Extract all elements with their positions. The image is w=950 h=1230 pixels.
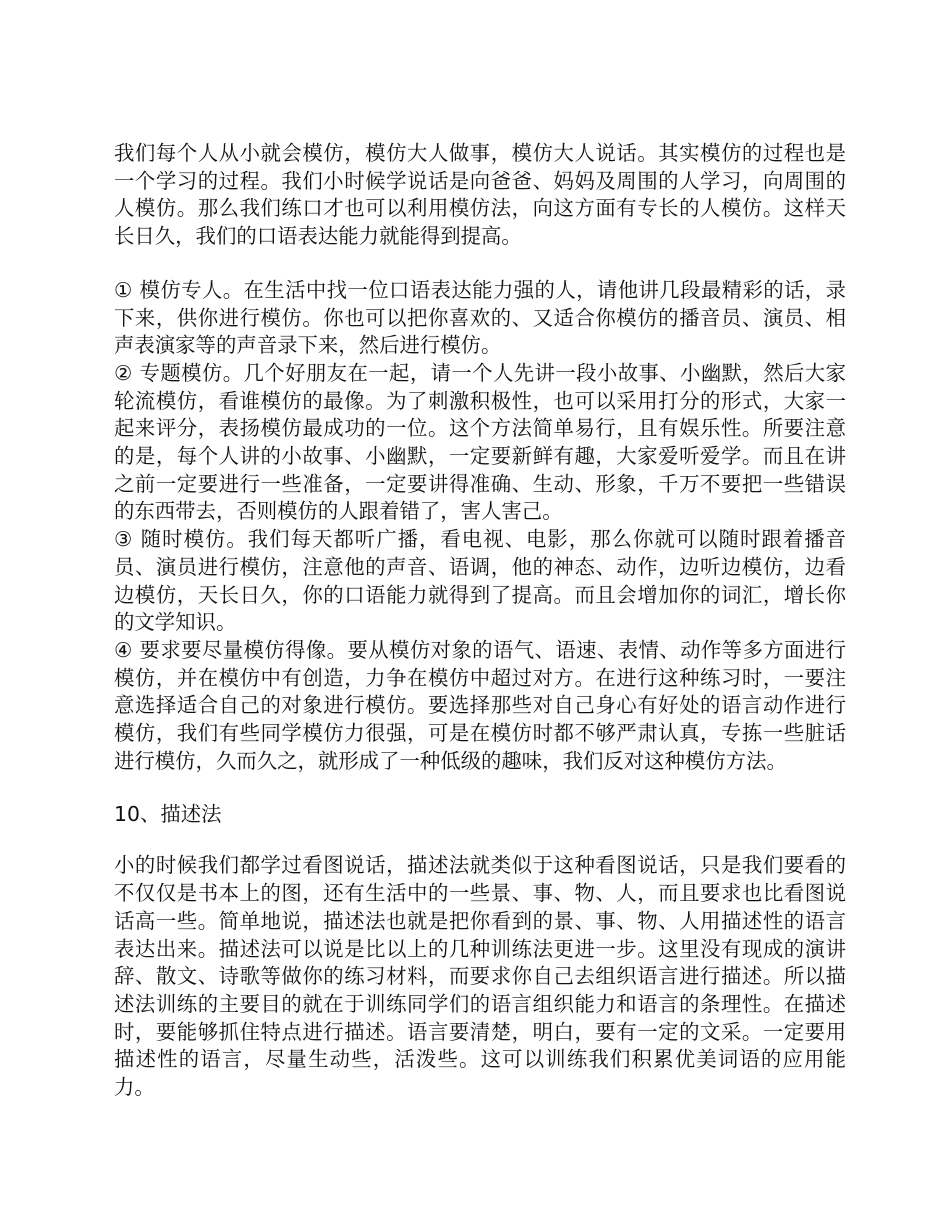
paragraph-spacer (114, 251, 846, 277)
list-item-imitate-closely: ④ 要求要尽量模仿得像。要从模仿对象的语气、语速、表情、动作等多方面进行模仿，并在模仿中有创造，力争在模仿中超过对方。在进行这种练习时，一要注意选择适合自己的对象进行模仿。要选择那些对自己身心有好处的语言动作进行模仿，我们有些同学模仿力很强，可是在模仿时都不够严肃认真，专拣一些脏话进行模仿，久而久之，就形成了一种低级的趣味，我们反对这种模仿方法。 (114, 637, 846, 773)
paragraph-spacer (114, 828, 846, 852)
paragraph-spacer (114, 775, 846, 800)
document-page (114, 140, 846, 1102)
section-heading: 10、描述法 (114, 802, 222, 827)
section-body-paragraph: 小的时候我们都学过看图说话，描述法就类似于这种看图说话，只是我们要看的不仅仅是书本上的图，还有生活中的一些景、事、物、人，而且要求也比看图说话高一些。简单地说，描述法也就是把你看到的景、事、物、人用描述性的语言表达出来。描述法可以说是比以上的几种训练法更进一步。这里没有现成的演讲辞、散文、诗歌等做你的练习材料，而要求你自己去组织语言进行描述。所以描述法训练的主要目的就在于训练同学们的语言组织能力和语言的条理性。在描述时，要能够抓住特点进行描述。语言要清楚，明白，要有一定的文采。一定要用描述性的语言，尽量生动些，活泼些。这可以训练我们积累优美词语的应用能力。 (114, 853, 846, 1100)
intro-paragraph: 我们每个人从小就会模仿，模仿大人做事，模仿大人说话。其实模仿的过程也是一个学习的过程。我们小时候学说话是向爸爸、妈妈及周围的人学习，向周围的人模仿。那么我们练口才也可以利用模仿法，向这方面有专长的人模仿。这样天长日久，我们的口语表达能力就能得到提高。 (114, 141, 846, 249)
list-item-imitate-expert: ① 模仿专人。在生活中找一位口语表达能力强的人，请他讲几段最精彩的话，录下来，供你进行模仿。你也可以把你喜欢的、又适合你模仿的播音员、演员、相声表演家等的声音录下来，然后进行模仿。 (114, 277, 846, 358)
list-item-topic-imitation: ② 专题模仿。几个好朋友在一起，请一个人先讲一段小故事、小幽默，然后大家轮流模仿，看谁模仿的最像。为了刺激积极性，也可以采用打分的形式，大家一起来评分，表扬模仿最成功的一位。这个方法简单易行，且有娱乐性。所要注意的是，每个人讲的小故事、小幽默，一定要新鲜有趣，大家爱听爱学。而且在讲之前一定要进行一些准备，一定要讲得准确、生动、形象，千万不要把一些错误的东西带去，否则模仿的人跟着错了，害人害己。 (114, 360, 846, 524)
list-item-anytime-imitation: ③ 随时模仿。我们每天都听广播，看电视、电影，那么你就可以随时跟着播音员、演员进行模仿，注意他的声音、语调，他的神态、动作，边听边模仿，边看边模仿，天长日久，你的口语能力就得到了提高。而且会增加你的词汇，增长你的文学知识。 (114, 527, 846, 635)
